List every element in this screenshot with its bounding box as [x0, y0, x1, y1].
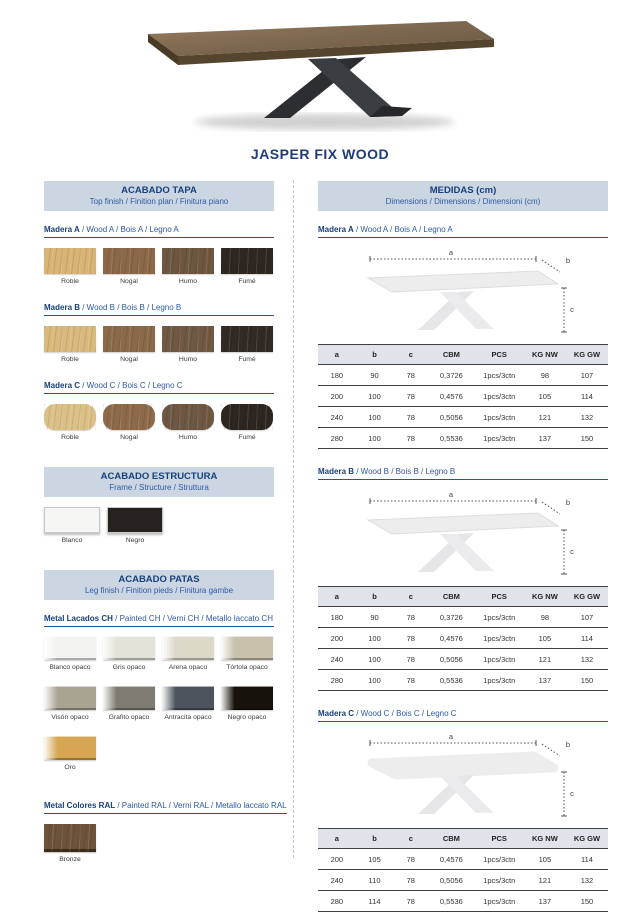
section-header-top-finish: [44, 181, 274, 211]
dims-wood-a-label: Madera A / Wood A / Bois A / Legno A: [318, 225, 608, 238]
leg-swatch-caption: Negro opaco: [227, 714, 267, 721]
cell-kg-gw: 132: [566, 407, 608, 428]
wood-swatch-chip: [221, 404, 273, 430]
wood-swatch-chip: [221, 248, 273, 274]
cell-cbm: 0,3726: [428, 365, 474, 386]
cell-kg-gw: 114: [566, 628, 608, 649]
dim-a-label: a: [448, 490, 454, 499]
cell-kg-nw: 137: [524, 670, 566, 691]
cell-a: 200: [318, 849, 356, 870]
table-header-cell: CBM: [428, 345, 474, 365]
section-subtitle: Leg finish / Finition pieds / Finitura gambe: [84, 586, 234, 595]
table-header-cell: CBM: [428, 587, 474, 607]
wood-swatch-chip: [103, 404, 155, 430]
wood-a-swatches: [44, 248, 274, 285]
table-row: [318, 891, 608, 912]
cell-b: 100: [356, 428, 394, 449]
cell-a: 200: [318, 628, 356, 649]
leg-swatch: [44, 686, 96, 721]
cell-cbm: 0,4576: [428, 849, 474, 870]
section-header-frame: [44, 467, 274, 497]
legs-ch-label: Metal Lacados CH / Painted CH / Verni CH / Metallo laccato CH: [44, 614, 274, 627]
cell-kg-nw: 137: [524, 428, 566, 449]
cell-c: 78: [393, 407, 428, 428]
dim-a-label: a: [448, 732, 454, 741]
wood-swatch-chip: [103, 326, 155, 352]
cell-kg-nw: 121: [524, 649, 566, 670]
cell-kg-nw: 105: [524, 628, 566, 649]
wood-a-label: Madera A / Wood A / Bois A / Legno A: [44, 225, 274, 238]
table-header-cell: a: [318, 345, 356, 365]
dimension-diagram-c: [338, 728, 588, 820]
product-photo: [130, 4, 510, 134]
product-title: JASPER FIX WOOD: [250, 146, 390, 162]
section-title: MEDIDAS (cm): [429, 185, 497, 196]
cell-c: 78: [393, 649, 428, 670]
table-row: [318, 365, 608, 386]
table-row: [318, 607, 608, 628]
leg-swatch-chip: [162, 636, 214, 660]
cell-pcs: 1pcs/3ctn: [475, 891, 524, 912]
wood-swatch: [162, 404, 214, 441]
leg-ral-swatch: [44, 824, 96, 863]
cell-kg-gw: 132: [566, 870, 608, 891]
leg-swatch-caption: Arena opaco: [168, 664, 208, 671]
cell-c: 78: [393, 428, 428, 449]
cell-pcs: 1pcs/3ctn: [475, 607, 524, 628]
cell-b: 90: [356, 607, 394, 628]
cell-c: 78: [393, 386, 428, 407]
wood-swatch: [221, 326, 273, 363]
cell-kg-gw: 114: [566, 386, 608, 407]
wood-swatch-chip: [221, 326, 273, 352]
cell-c: 78: [393, 849, 428, 870]
cell-b: 90: [356, 365, 394, 386]
wood-swatch-chip: [162, 248, 214, 274]
table-header-cell: KG GW: [566, 345, 608, 365]
frame-swatch-caption: Negro: [125, 537, 145, 544]
leg-swatch-chip: [44, 736, 96, 760]
wood-swatch-caption: Fumé: [238, 434, 256, 441]
cell-cbm: 0,5536: [428, 891, 474, 912]
cell-pcs: 1pcs/3ctn: [475, 407, 524, 428]
wood-swatch-caption: Humo: [178, 434, 198, 441]
table-header-cell: b: [356, 345, 394, 365]
wood-swatch-caption: Nogal: [120, 434, 138, 441]
cell-kg-gw: 150: [566, 428, 608, 449]
wood-b-label: Madera B / Wood B / Bois B / Legno B: [44, 303, 274, 316]
cell-c: 78: [393, 670, 428, 691]
legs-ral-line: [44, 797, 287, 814]
cell-c: 78: [393, 870, 428, 891]
table-header-cell: PCS: [475, 587, 524, 607]
wood-swatch: [162, 326, 214, 363]
frame-swatches: [44, 507, 274, 544]
cell-a: 240: [318, 870, 356, 891]
frame-swatch-chip: [44, 507, 100, 533]
cell-a: 180: [318, 607, 356, 628]
section-header-dimensions: [318, 181, 608, 211]
dim-b-label: b: [565, 256, 571, 265]
cell-kg-gw: 150: [566, 670, 608, 691]
wood-swatch-caption: Roble: [61, 434, 79, 441]
leg-swatch: [162, 686, 214, 721]
cell-cbm: 0,3726: [428, 607, 474, 628]
dim-c-label: c: [570, 547, 574, 556]
cell-kg-nw: 137: [524, 891, 566, 912]
wood-swatch-caption: Nogal: [120, 356, 138, 363]
leg-swatch: [44, 636, 96, 671]
cell-cbm: 0,4576: [428, 386, 474, 407]
leg-swatch-chip: [221, 686, 273, 710]
wood-swatch-chip: [103, 248, 155, 274]
legs-ral-swatches: [44, 824, 274, 863]
table-header-cell: CBM: [428, 829, 474, 849]
dimensions-table-a: [318, 344, 608, 449]
cell-kg-nw: 121: [524, 870, 566, 891]
finishes-column: [44, 181, 287, 863]
table-row: [318, 386, 608, 407]
cell-cbm: 0,4576: [428, 628, 474, 649]
wood-c-swatches: [44, 404, 274, 441]
dim-c-label: c: [570, 305, 574, 314]
leg-swatch: [44, 736, 96, 771]
cell-b: 100: [356, 670, 394, 691]
table-header-cell: KG GW: [566, 829, 608, 849]
leg-swatch: [103, 636, 155, 671]
cell-b: 105: [356, 849, 394, 870]
table-header-cell: KG NW: [524, 829, 566, 849]
cell-c: 78: [393, 628, 428, 649]
cell-pcs: 1pcs/3ctn: [475, 386, 524, 407]
wood-swatch-caption: Humo: [178, 278, 198, 285]
cell-kg-nw: 98: [524, 365, 566, 386]
wood-swatch: [103, 404, 155, 441]
cell-cbm: 0,5536: [428, 670, 474, 691]
frame-swatch: [44, 507, 100, 544]
leg-swatch: [162, 636, 214, 671]
table-header-cell: PCS: [475, 345, 524, 365]
cell-kg-nw: 105: [524, 386, 566, 407]
column-divider: [293, 180, 294, 858]
cell-kg-gw: 114: [566, 849, 608, 870]
cell-a: 280: [318, 428, 356, 449]
table-header-cell: b: [356, 587, 394, 607]
cell-c: 78: [393, 891, 428, 912]
wood-c-label: Madera C / Wood C / Bois C / Legno C: [44, 381, 274, 394]
cell-pcs: 1pcs/3ctn: [475, 428, 524, 449]
leg-swatch: [221, 686, 273, 721]
cell-c: 78: [393, 365, 428, 386]
wood-swatch-caption: Roble: [61, 278, 79, 285]
leg-swatch-chip: [103, 686, 155, 710]
leg-swatch-chip: [221, 636, 273, 660]
wood-swatch: [103, 248, 155, 285]
leg-swatch-chip: [103, 636, 155, 660]
wood-swatch: [162, 248, 214, 285]
wood-swatch: [221, 404, 273, 441]
cell-pcs: 1pcs/3ctn: [475, 649, 524, 670]
leg-swatch-caption: Tórtola opaco: [226, 664, 268, 671]
wood-b-swatches: [44, 326, 274, 363]
table-row: [318, 628, 608, 649]
cell-kg-gw: 150: [566, 891, 608, 912]
cell-a: 180: [318, 365, 356, 386]
table-header-cell: c: [393, 587, 428, 607]
table-row: [318, 428, 608, 449]
table-header-cell: KG GW: [566, 587, 608, 607]
wood-swatch: [44, 248, 96, 285]
table-header-cell: a: [318, 829, 356, 849]
leg-swatch-chip: [162, 686, 214, 710]
dimensions-column: [318, 181, 608, 912]
table-header-cell: KG NW: [524, 345, 566, 365]
leg-swatch-caption: Gris opaco: [112, 664, 146, 671]
table-header-cell: c: [393, 345, 428, 365]
frame-swatch-caption: Blanco: [61, 537, 83, 544]
cell-pcs: 1pcs/3ctn: [475, 365, 524, 386]
section-subtitle: Dimensions / Dimensions / Dimensioni (cm): [385, 197, 541, 206]
cell-cbm: 0,5056: [428, 649, 474, 670]
leg-swatch-caption: Oro: [64, 764, 76, 771]
wood-swatch-caption: Humo: [178, 356, 198, 363]
legs-ral-label: Metal Colores RAL / Painted RAL / Verni RAL / Metallo laccato RAL: [44, 801, 287, 814]
frame-swatch-chip: [107, 507, 163, 533]
dimensions-table-b: [318, 586, 608, 691]
wood-swatch-chip: [44, 326, 96, 352]
leg-swatch-caption: Antracita opaco: [164, 714, 212, 721]
cell-b: 100: [356, 628, 394, 649]
cell-a: 200: [318, 386, 356, 407]
cell-b: 100: [356, 649, 394, 670]
cell-pcs: 1pcs/3ctn: [475, 870, 524, 891]
wood-swatch-chip: [162, 326, 214, 352]
table-row: [318, 870, 608, 891]
leg-swatch-chip: [44, 636, 96, 660]
cell-kg-nw: 121: [524, 407, 566, 428]
wood-swatch-chip: [162, 404, 214, 430]
table-header-cell: a: [318, 587, 356, 607]
section-header-legs: [44, 570, 274, 600]
dimension-diagram-a: [338, 244, 588, 336]
cell-cbm: 0,5056: [428, 870, 474, 891]
leg-swatch-caption: Blanco opaco: [49, 664, 91, 671]
cell-cbm: 0,5536: [428, 428, 474, 449]
legs-ch-swatches: [44, 636, 274, 779]
cell-kg-nw: 105: [524, 849, 566, 870]
frame-swatch: [107, 507, 163, 544]
leg-swatch-chip: [44, 686, 96, 710]
wood-swatch-caption: Nogal: [120, 278, 138, 285]
cell-kg-gw: 107: [566, 607, 608, 628]
cell-pcs: 1pcs/3ctn: [475, 849, 524, 870]
table-row: [318, 649, 608, 670]
table-row: [318, 670, 608, 691]
wood-swatch-chip: [44, 248, 96, 274]
table-header-cell: KG NW: [524, 587, 566, 607]
leg-swatch-caption: Grafito opaco: [108, 714, 150, 721]
wood-swatch: [221, 248, 273, 285]
dim-b-label: b: [565, 740, 571, 749]
cell-a: 240: [318, 407, 356, 428]
table-header-cell: b: [356, 829, 394, 849]
cell-b: 110: [356, 870, 394, 891]
cell-pcs: 1pcs/3ctn: [475, 628, 524, 649]
cell-pcs: 1pcs/3ctn: [475, 670, 524, 691]
leg-swatch-caption: Visón opaco: [51, 714, 89, 721]
dim-b-label: b: [565, 498, 571, 507]
table-row: [318, 849, 608, 870]
dimension-diagram-b: [338, 486, 588, 578]
wood-swatch: [44, 326, 96, 363]
table-product-image: [130, 4, 510, 134]
section-title: ACABADO PATAS: [118, 574, 200, 585]
cell-kg-gw: 132: [566, 649, 608, 670]
wood-swatch-caption: Roble: [61, 356, 79, 363]
section-title: ACABADO TAPA: [121, 185, 197, 196]
cell-b: 114: [356, 891, 394, 912]
dims-wood-c-label: Madera C / Wood C / Bois C / Legno C: [318, 709, 608, 722]
cell-a: 240: [318, 649, 356, 670]
table-header-cell: PCS: [475, 829, 524, 849]
section-subtitle: Top finish / Finition plan / Finitura piano: [89, 197, 229, 206]
cell-b: 100: [356, 407, 394, 428]
wood-swatch-caption: Fumé: [238, 356, 256, 363]
dimensions-table-c: [318, 828, 608, 912]
wood-swatch-chip: [44, 404, 96, 430]
cell-a: 280: [318, 670, 356, 691]
cell-kg-nw: 98: [524, 607, 566, 628]
wood-swatch-caption: Fumé: [238, 278, 256, 285]
wood-swatch: [103, 326, 155, 363]
table-header-cell: c: [393, 829, 428, 849]
table-row: [318, 407, 608, 428]
leg-swatch: [221, 636, 273, 671]
cell-b: 100: [356, 386, 394, 407]
wood-swatch: [44, 404, 96, 441]
leg-ral-swatch-caption: Bronze: [59, 856, 81, 863]
cell-kg-gw: 107: [566, 365, 608, 386]
dim-c-label: c: [570, 789, 574, 798]
leg-ral-swatch-chip: [44, 824, 96, 852]
cell-cbm: 0,5056: [428, 407, 474, 428]
dim-a-label: a: [448, 248, 454, 257]
section-title: ACABADO ESTRUCTURA: [100, 471, 218, 482]
dims-wood-b-label: Madera B / Wood B / Bois B / Legno B: [318, 467, 608, 480]
leg-swatch: [103, 686, 155, 721]
section-subtitle: Frame / Structure / Struttura: [109, 483, 209, 492]
cell-c: 78: [393, 607, 428, 628]
cell-a: 280: [318, 891, 356, 912]
